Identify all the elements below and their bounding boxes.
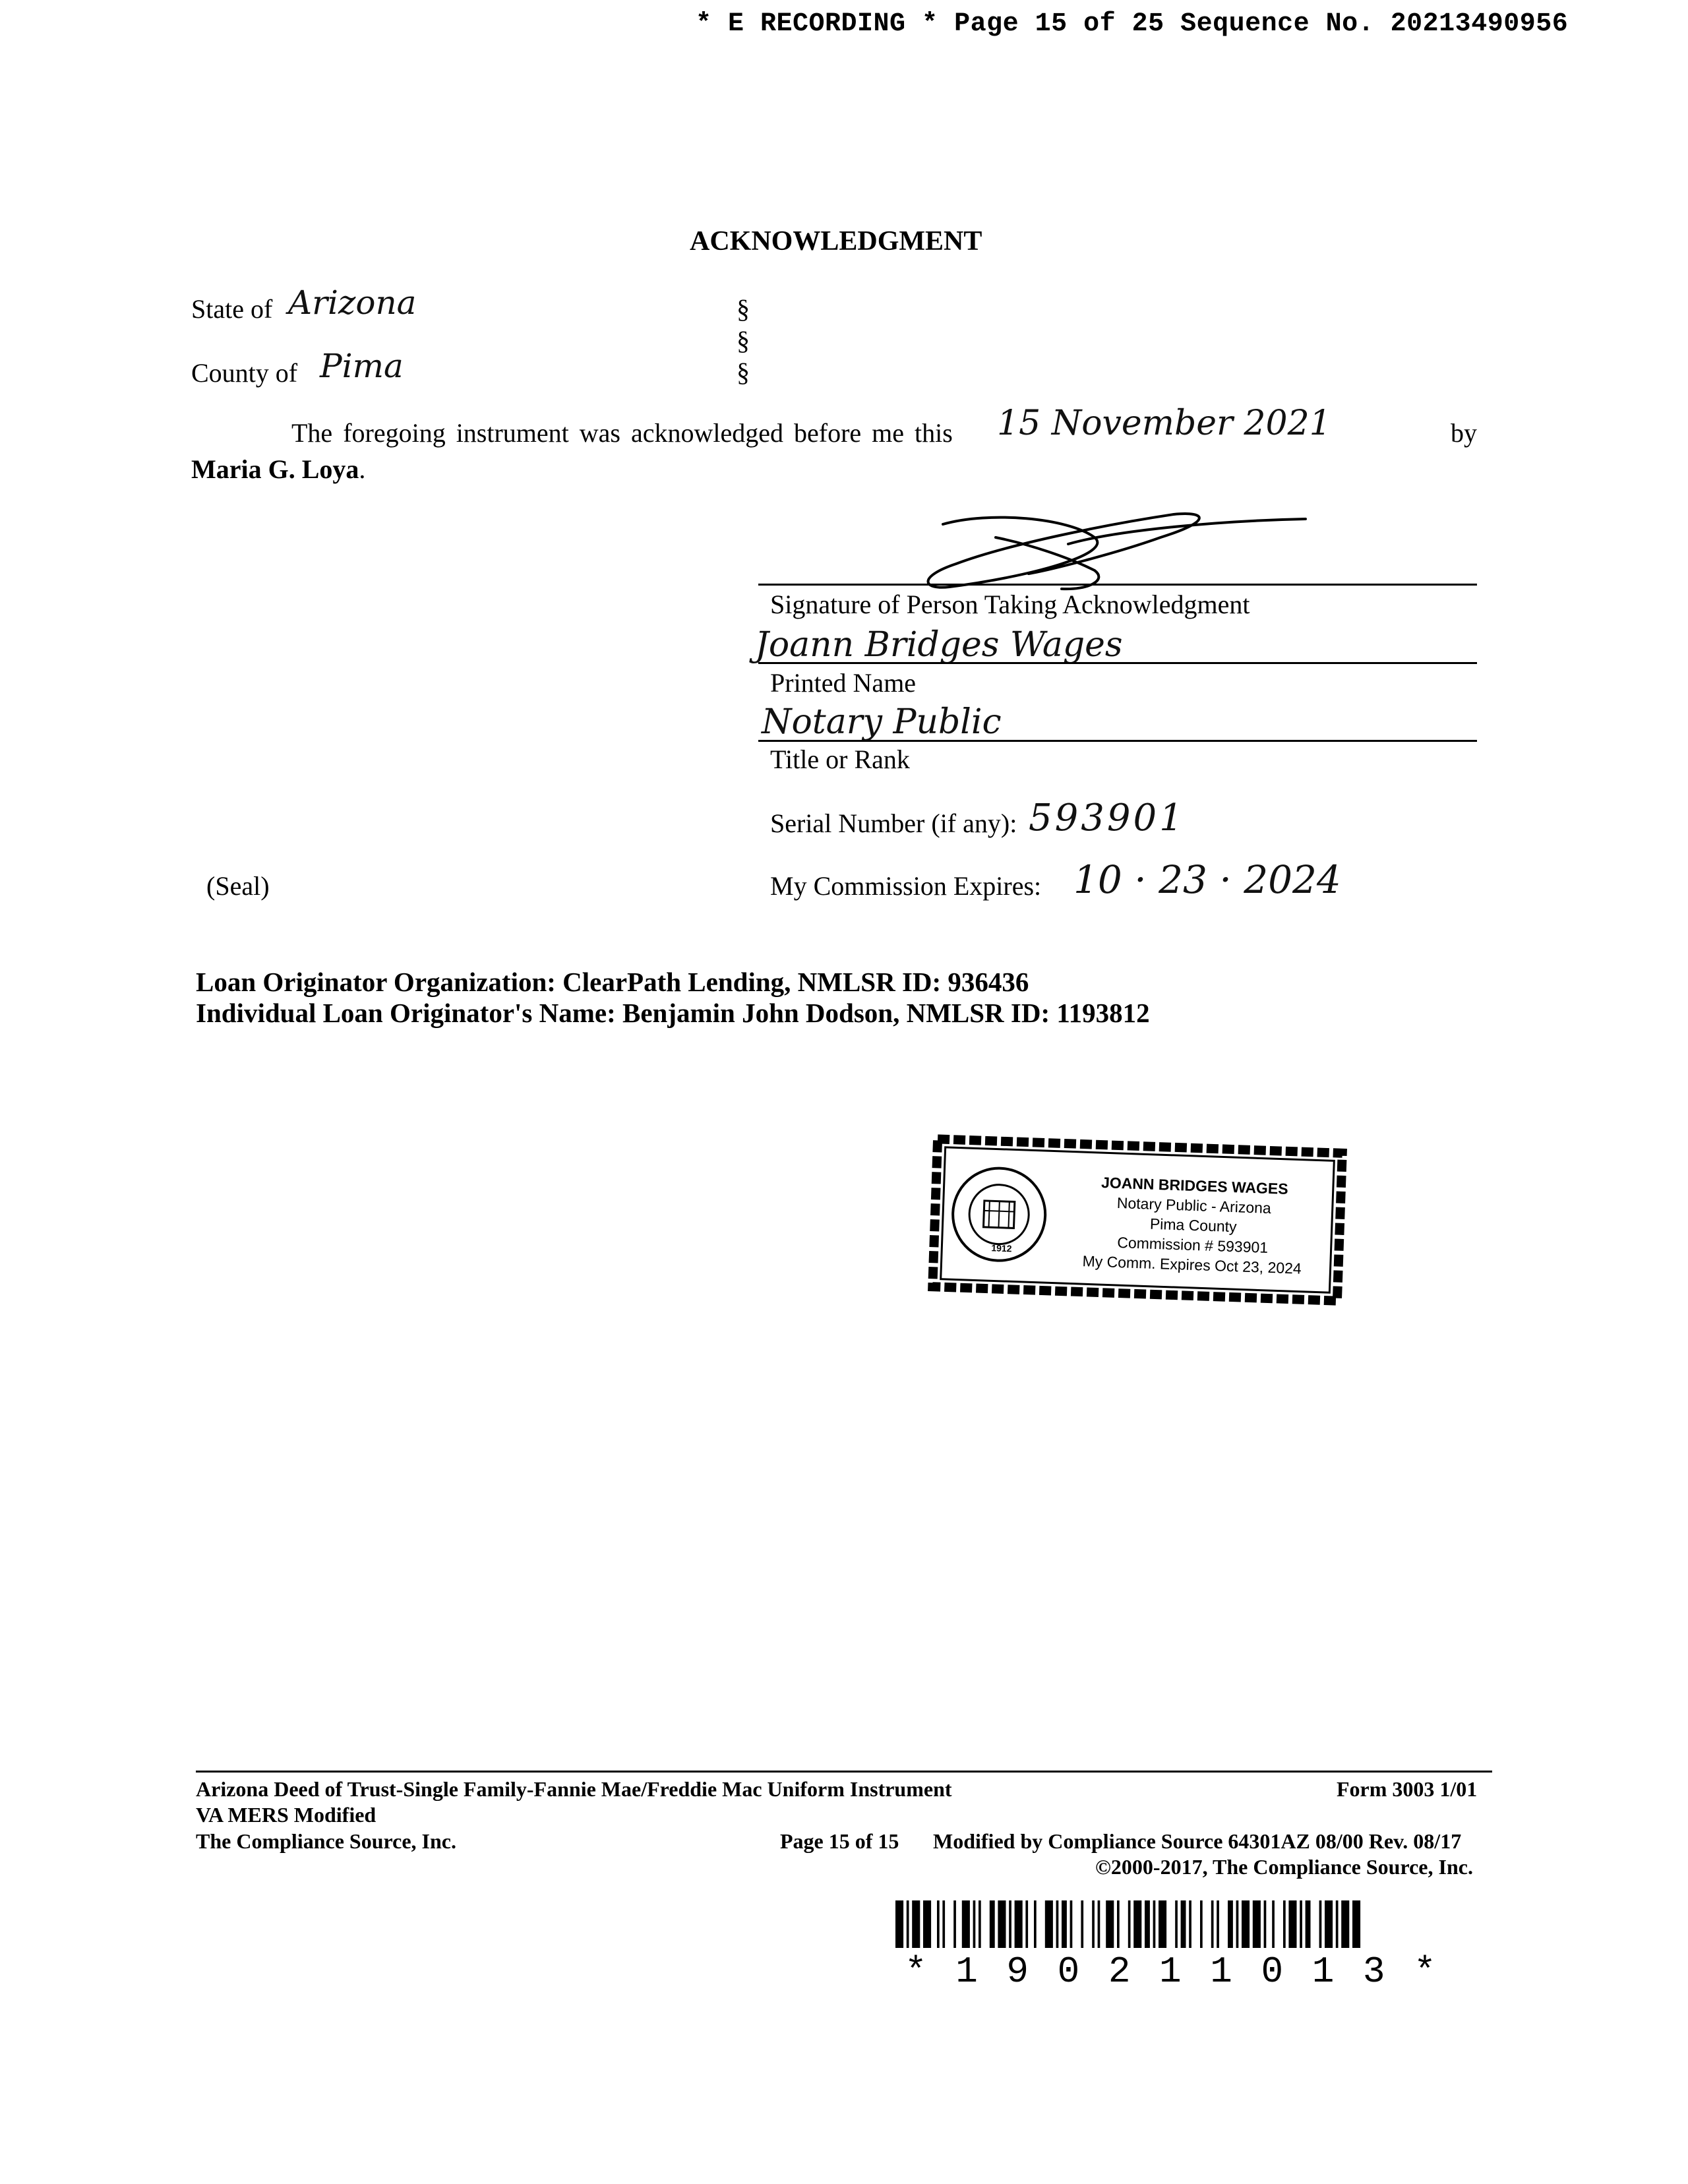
section-marks	[737, 293, 750, 388]
state-label: State of	[191, 294, 273, 324]
barcode-bar	[1015, 1900, 1023, 1948]
barcode-bar	[1009, 1900, 1011, 1948]
barcode-bar	[1228, 1900, 1233, 1948]
barcode-bar	[1062, 1900, 1067, 1948]
document-title: ACKNOWLEDGMENT	[690, 226, 982, 257]
notary-signature	[897, 491, 1345, 597]
barcode-bar	[937, 1900, 940, 1948]
section-mark: §	[737, 294, 750, 324]
barcode-bar	[1175, 1900, 1178, 1948]
barcode-bar	[1217, 1900, 1219, 1948]
printed-name-handwritten: Joann Bridges Wages	[755, 625, 1123, 665]
stamp-line4: Commission # 593901	[1116, 1233, 1269, 1256]
barcode-bar	[1189, 1900, 1191, 1948]
serial-label: Serial Number (if any):	[770, 808, 1017, 838]
barcode-bar	[1034, 1900, 1037, 1948]
barcode-bar	[1200, 1900, 1203, 1948]
barcode-bar	[1283, 1900, 1286, 1948]
state-handwritten-value: Arizona	[288, 284, 417, 322]
seal-year: 1912	[991, 1242, 1012, 1254]
barcode-bar	[1081, 1900, 1083, 1948]
serial-handwritten: 593901	[1029, 797, 1186, 839]
barcode-bar	[1325, 1900, 1333, 1948]
footer-form-title: Arizona Deed of Trust-Single Family-Fannie Mae/Freddie Mac Uniform Instrument	[196, 1777, 952, 1801]
barcode-bar	[1092, 1900, 1095, 1948]
barcode-bar	[1242, 1900, 1250, 1948]
county-label: County of	[191, 358, 298, 388]
barcode-bar	[1319, 1900, 1322, 1948]
notary-stamp	[927, 1134, 1348, 1306]
barcode-bar	[907, 1900, 909, 1948]
barcode-bar	[1117, 1900, 1120, 1948]
barcode-bar	[962, 1900, 970, 1948]
barcode-bar	[1106, 1900, 1114, 1948]
title-line	[758, 740, 1477, 742]
footer-modified: Modified by Compliance Source 64301AZ 08/00 Rev. 08/17	[933, 1829, 1462, 1853]
barcode-bar	[1045, 1900, 1053, 1948]
barcode-bar	[1056, 1900, 1059, 1948]
barcode-bar	[1181, 1900, 1186, 1948]
barcode-bar	[973, 1900, 976, 1948]
acknowledged-person	[191, 454, 365, 485]
barcode-bar	[1306, 1900, 1311, 1948]
barcode-bar	[1145, 1900, 1150, 1948]
barcode-bar	[1133, 1900, 1141, 1948]
footer-company: The Compliance Source, Inc.	[196, 1829, 456, 1853]
barcode-bar	[895, 1900, 903, 1948]
barcode-bar	[1236, 1900, 1239, 1948]
commission-handwritten: 10 · 23 · 2024	[1073, 857, 1341, 902]
barcode-bar	[1352, 1900, 1360, 1948]
footer-rule	[196, 1771, 1492, 1773]
barcode-bar	[1336, 1900, 1339, 1948]
section-mark: §	[737, 357, 750, 387]
printed-name-line	[758, 662, 1477, 664]
title-handwritten: Notary Public	[762, 702, 1002, 742]
signature-line	[758, 584, 1477, 586]
footer-copyright: ©2000-2017, The Compliance Source, Inc.	[1095, 1855, 1473, 1879]
barcode-bar	[1159, 1900, 1166, 1948]
commission-label: My Commission Expires:	[770, 871, 1042, 901]
signature-label: Signature of Person Taking Acknowledgment	[770, 590, 1250, 619]
footer-form-number: Form 3003 1/01	[1337, 1777, 1478, 1801]
barcode-bar	[912, 1900, 920, 1948]
barcode-bar	[1300, 1900, 1302, 1948]
barcode-bar	[1098, 1900, 1100, 1948]
barcode-text: * 1 9 0 2 1 1 0 1 3 *	[905, 1951, 1439, 1993]
person-name: Maria G. Loya	[191, 454, 359, 484]
barcode-bar	[1253, 1900, 1261, 1948]
footer-page: Page 15 of 15	[780, 1829, 899, 1853]
stamp-text	[1053, 1171, 1333, 1280]
printed-name-label: Printed Name	[770, 668, 917, 698]
period: .	[359, 454, 366, 484]
barcode-bar	[1341, 1900, 1349, 1948]
barcode-bar	[953, 1900, 956, 1948]
stamp-line2: Notary Public - Arizona	[1116, 1194, 1272, 1217]
handwritten-date: 15 November 2021	[997, 404, 1331, 443]
barcode-bar	[1070, 1900, 1073, 1948]
barcode-bar	[990, 1900, 995, 1948]
county-handwritten-value: Pima	[320, 347, 404, 385]
loan-originator-organization: Loan Originator Organization: ClearPath Lending, NMLSR ID: 936436	[196, 967, 1029, 997]
acknowledgment-statement: The foregoing instrument was acknowledged before me this	[291, 418, 953, 448]
barcode-bar	[998, 1900, 1006, 1948]
stamp-name: JOANN BRIDGES WAGES	[1100, 1174, 1289, 1198]
title-label: Title or Rank	[770, 744, 910, 774]
barcode-bar	[1288, 1900, 1296, 1948]
barcode-bar	[1153, 1900, 1156, 1948]
seal-label: (Seal)	[206, 871, 270, 901]
footer-va-mers: VA MERS Modified	[196, 1803, 377, 1827]
barcode-bar	[1264, 1900, 1267, 1948]
barcode-bar	[979, 1900, 981, 1948]
individual-loan-originator: Individual Loan Originator's Name: Benjamin John Dodson, NMLSR ID: 1193812	[196, 998, 1150, 1028]
by-label: by	[1451, 418, 1477, 448]
barcode-bar	[923, 1900, 931, 1948]
stamp-line5: My Comm. Expires Oct 23, 2024	[1082, 1252, 1302, 1277]
barcode-bar	[942, 1900, 945, 1948]
section-mark: §	[737, 326, 750, 355]
barcode-bar	[1272, 1900, 1275, 1948]
barcode-bar	[1211, 1900, 1214, 1948]
stamp-line3: Pima County	[1149, 1215, 1238, 1236]
barcode-bar	[1128, 1900, 1131, 1948]
barcode-bar	[1025, 1900, 1028, 1948]
recording-header: * E RECORDING * Page 15 of 25 Sequence No. 20213490956	[696, 9, 1569, 39]
